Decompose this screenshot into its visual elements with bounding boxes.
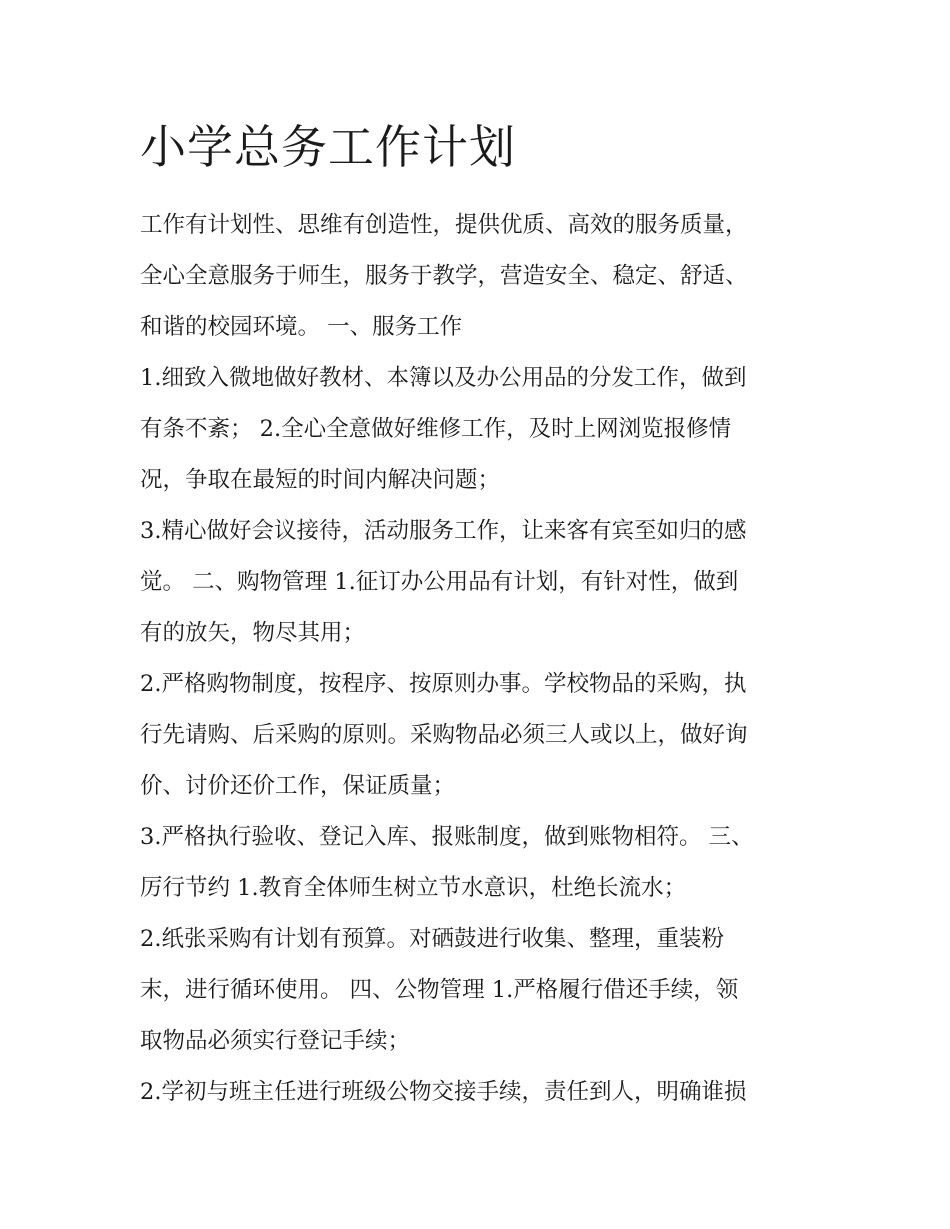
body-line: 1.细致入微地做好教材、本簿以及办公用品的分发工作，做到: [140, 365, 747, 391]
body-line: 工作有计划性、思维有创造性，提供优质、高效的服务质量，: [140, 212, 748, 238]
body-line: 全心全意服务于师生，服务于教学，营造安全、稳定、舒适、: [140, 263, 748, 289]
body-line: 2.纸张采购有计划有预算。对硒鼓进行收集、整理，重装粉: [140, 926, 724, 952]
body-line: 和谐的校园环境。 一、服务工作: [140, 314, 463, 340]
body-line: 取物品必须实行登记手续；: [140, 1028, 411, 1054]
body-line: 价、讨价还价工作，保证质量；: [140, 773, 456, 799]
body-line: 3.严格执行验收、登记入库、报账制度，做到账物相符。 三、: [140, 824, 754, 850]
page-title: 小学总务工作计划: [140, 120, 516, 174]
body-line: 末，进行循环使用。 四、公物管理 1.严格履行借还手续，领: [140, 977, 739, 1003]
body-line: 况，争取在最短的时间内解决问题；: [140, 467, 501, 493]
body-line: 有条不紊； 2.全心全意做好维修工作，及时上网浏览报修情: [140, 416, 732, 442]
body-line: 3.精心做好会议接待，活动服务工作，让来客有宾至如归的感: [140, 518, 747, 544]
document-body: [140, 200, 820, 1118]
body-line: 有的放矢，物尽其用；: [140, 620, 366, 646]
body-line: 2.学初与班主任进行班级公物交接手续，责任到人，明确谁损: [140, 1079, 747, 1105]
body-line: 厉行节约 1.教育全体师生树立节水意识，杜绝长流水；: [140, 875, 687, 901]
body-line: 觉。 二、购物管理 1.征订办公用品有计划，有针对性，做到: [140, 569, 739, 595]
document-page: [140, 112, 820, 1118]
body-line: 行先请购、后采购的原则。采购物品必须三人或以上，做好询: [140, 722, 748, 748]
body-line: 2.严格购物制度，按程序、按原则办事。学校物品的采购，执: [140, 671, 747, 697]
